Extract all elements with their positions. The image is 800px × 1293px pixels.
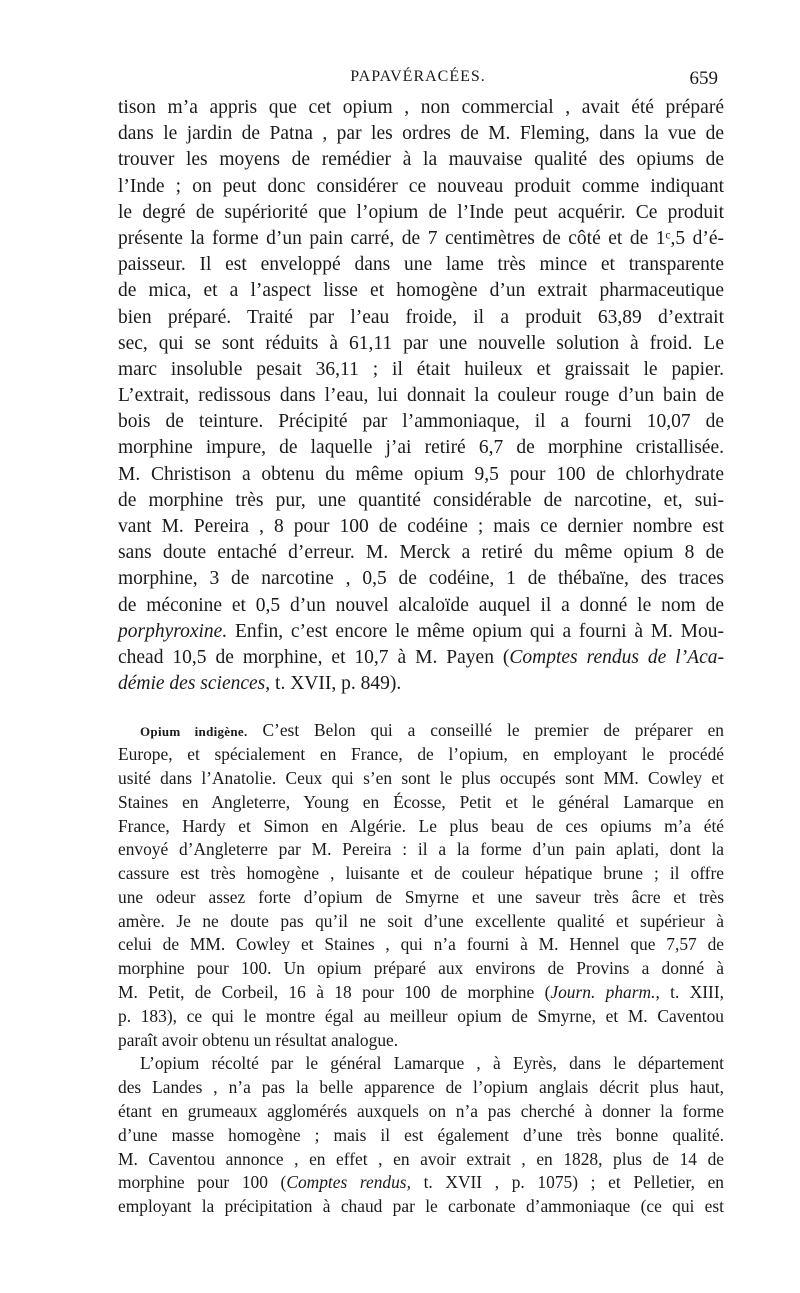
paragraph-opium-indigene	[118, 719, 724, 1052]
text-line: des Landes , n’a pas la belle apparence de l’opium anglais décrit plus haut,	[118, 1077, 724, 1098]
text-line: celui de MM. Cowley et Staines , qui n’a fourni à M. Hennel que 7,57 de	[118, 934, 724, 955]
text-line: paisseur. Il est enveloppé dans une lame très mince et transparente	[118, 254, 724, 276]
text-line: tison m’a appris que cet opium , non commercial , avait été préparé	[118, 97, 724, 118]
text-line	[118, 719, 724, 743]
text-line: sec, qui se sont réduits à 61,11 par une nouvelle solution à froid. Le	[118, 332, 724, 354]
text-line: le degré de supériorité que l’opium de l’Inde peut acquérir. Ce produit	[118, 201, 724, 223]
text-line: marc insoluble pesait 36,11 ; il était huileux et graissait le papier.	[118, 358, 724, 380]
text-line: Staines en Angleterre, Young en Écosse, Petit et le général Lamarque en	[118, 791, 724, 812]
text-fragment: C’est Belon qui a conseillé le premier de préparer en	[247, 720, 724, 741]
text-fragment: , t. XIII,	[655, 982, 724, 1003]
text-line: M. Caventou annonce , en effet , en avoir extrait , en 1828, plus de 14 de	[118, 1148, 724, 1169]
text-line	[118, 619, 724, 645]
page-header	[118, 68, 718, 94]
text-line: usité dans l’Anatolie. Ceux qui s’en sont le plus occupés sont MM. Cowley et	[118, 767, 724, 788]
text-fragment: t. XVII , p. 1075) ; et Pelletier, en	[410, 1172, 724, 1193]
text-line: envoyé d’Angleterre par M. Pereira : il a la forme d’un pain aplati, dont la	[118, 839, 724, 860]
text-fragment: chead 10,5 de morphine, et 10,7 à M. Payen (	[118, 646, 510, 668]
paragraph-patna-opium	[118, 95, 724, 697]
text-line: morphine, 3 de narcotine , 0,5 de codéine, 1 de thébaïne, des traces	[118, 568, 724, 590]
text-line	[118, 1171, 724, 1195]
text-line: p. 183), ce qui le montre égal au meilleur opium de Smyrne, et M. Caventou	[118, 1005, 724, 1026]
text-line: vant M. Pereira , 8 pour 100 de codéine ; mais ce dernier nombre est	[118, 516, 724, 537]
section-heading: Opium indigène.	[140, 724, 248, 740]
text-line	[118, 981, 724, 1005]
text-line: étant en grumeaux agglomérés auxquels on n’a pas cherché à donner la forme	[118, 1101, 724, 1122]
italic-term: porphyroxine.	[118, 620, 228, 642]
text-line: l’Inde ; on peut donc considérer ce nouveau produit comme indiquant	[118, 175, 724, 197]
text-line: trouver les moyens de remédier à la mauvaise qualité des opiums de	[118, 149, 724, 171]
text-fragment: M. Petit, de Corbeil, 16 à 18 pour 100 de morphine (	[118, 982, 551, 1003]
text-line: morphine impure, de laquelle j’ai retiré 6,7 de morphine cristallisée.	[118, 437, 724, 459]
text-line: France, Hardy et Simon en Algérie. Le plus beau de ces opiums m’a été	[118, 815, 724, 836]
body-text	[118, 95, 724, 1219]
text-line: de méconine et 0,5 d’un nouvel alcaloïde auquel il a donné le nom de	[118, 594, 724, 616]
text-line: d’une masse homogène ; mais il est également d’une très bonne qualité.	[118, 1124, 724, 1145]
citation-title: démie des sciences	[118, 673, 266, 695]
running-title: PAPAVÉRACÉES.	[350, 68, 486, 85]
text-line: paraît avoir obtenu un résultat analogue.	[118, 1029, 399, 1050]
text-line: amère. Je ne doute pas qu’il ne soit d’une excellente qualité et supérieur à	[118, 910, 724, 931]
page-number: 659	[689, 68, 718, 89]
text-line: une odeur assez forte d’opium de Smyrne et une saveur très âcre et très	[118, 886, 724, 907]
text-line	[118, 671, 724, 697]
text-fragment: Enfin, c’est encore le même opium qui a fourni à M. Mou-	[227, 620, 724, 642]
text-line: bois de teinture. Précipité par l’ammoniaque, il a fourni 10,07 de	[118, 411, 724, 433]
text-line: présente la forme d’un pain carré, de 7 centimètres de côté et de 1ᶜ,5 d’é-	[118, 227, 724, 249]
text-line: bien préparé. Traité par l’eau froide, il a produit 63,89 d’extrait	[118, 306, 724, 328]
text-line: Europe, et spécialement en France, de l’opium, en employant le procédé	[118, 744, 724, 765]
text-line: L’opium récolté par le général Lamarque , à Eyrès, dans le département	[140, 1053, 724, 1074]
citation-title: Comptes rendus,	[286, 1172, 411, 1193]
text-fragment: , t. XVII, p. 849).	[265, 673, 402, 695]
paragraph-lamarque-opium	[118, 1052, 724, 1219]
text-line: L’extrait, redissous dans l’eau, lui donnait la couleur rouge d’un bain de	[118, 385, 724, 407]
text-line: employant la précipitation à chaud par le carbonate d’ammoniaque (ce qui est	[118, 1196, 724, 1217]
text-line: sans doute entaché d’erreur. M. Merck a retiré du même opium 8 de	[118, 542, 724, 564]
text-line: morphine pour 100. Un opium préparé aux environs de Provins a donné à	[118, 958, 724, 979]
text-line: dans le jardin de Patna , par les ordres de M. Fleming, dans la vue de	[118, 123, 724, 145]
text-line: de morphine très pur, une quantité considérable de narcotine, et, sui-	[118, 489, 724, 511]
text-line	[118, 645, 724, 671]
text-line: cassure est très homogène , luisante et de couleur hépatique brune ; il offre	[118, 863, 724, 884]
text-line: de mica, et a l’aspect lisse et homogène d’un extrait pharmaceutique	[118, 280, 724, 302]
text-line: M. Christison a obtenu du même opium 9,5 pour 100 de chlorhydrate	[118, 463, 724, 485]
citation-title: Journ. pharm.	[550, 982, 656, 1003]
citation-title: Comptes rendus de l’Aca-	[509, 646, 724, 668]
text-fragment: morphine pour 100 (	[118, 1172, 287, 1193]
